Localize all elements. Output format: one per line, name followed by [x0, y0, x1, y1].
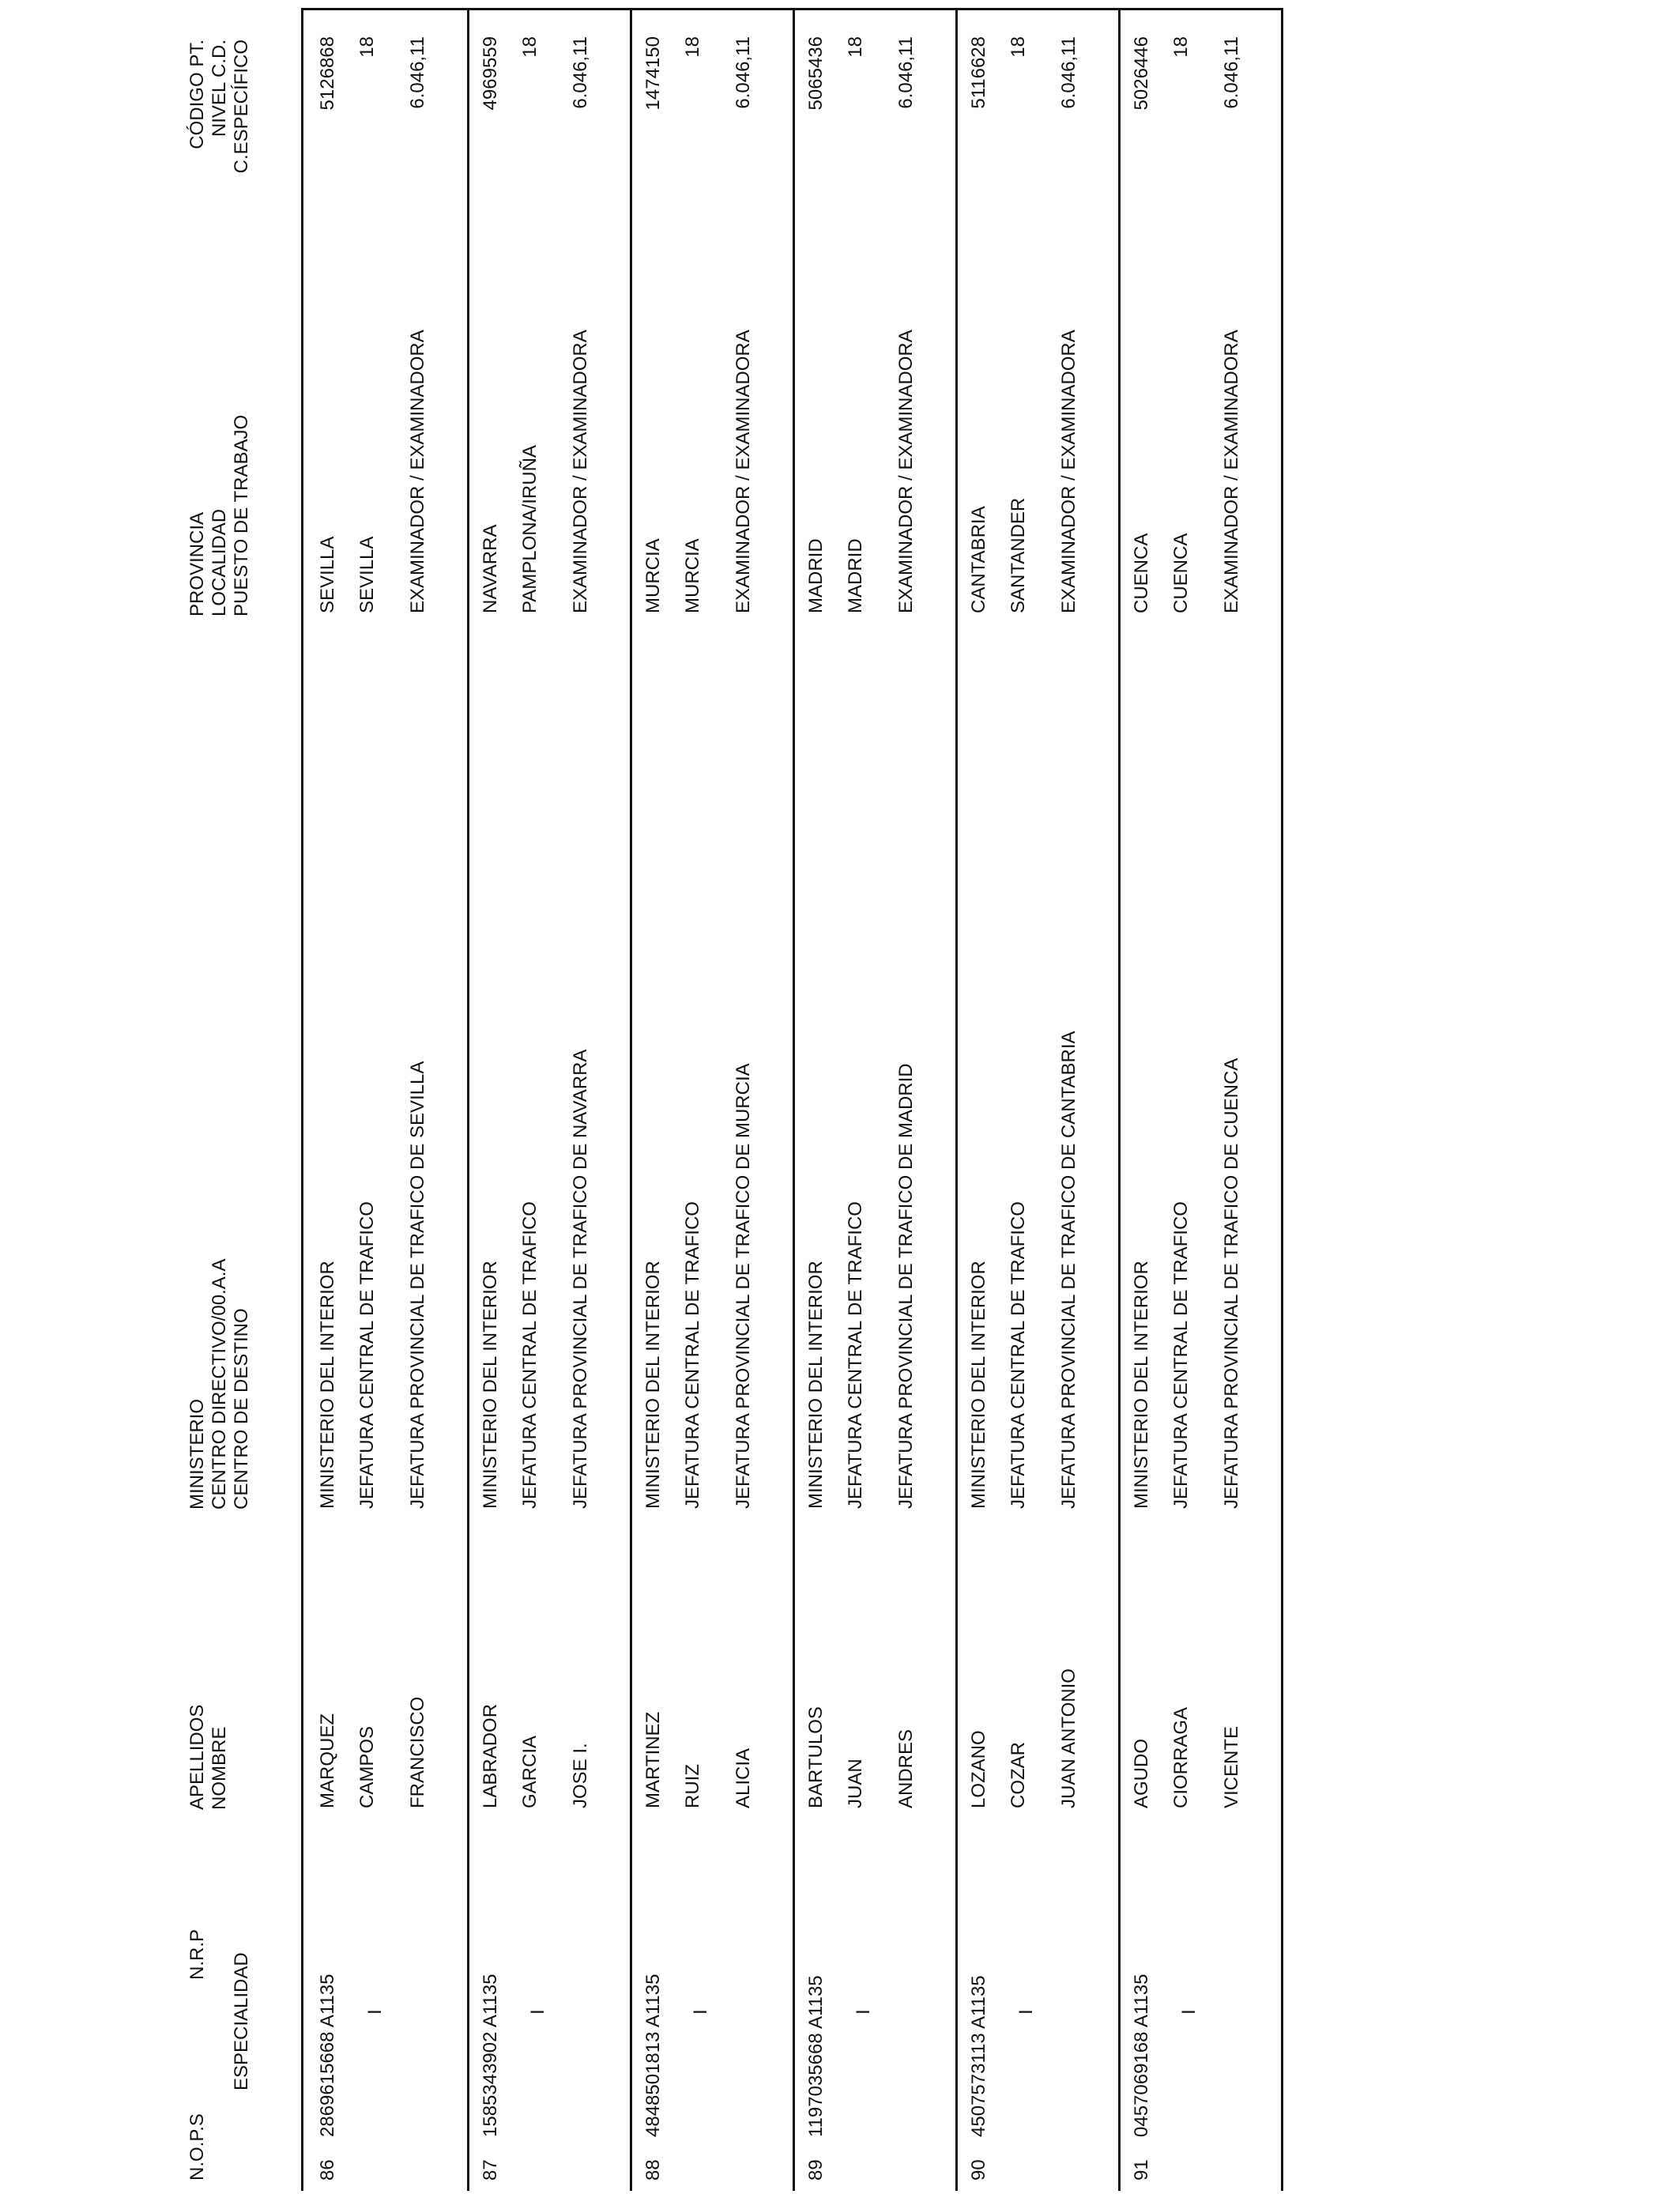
- centro-directivo-cell: JEFATURA CENTRAL DE TRAFICO: [682, 1201, 703, 1509]
- nrp-cell: 0457069168 A1135: [1131, 1973, 1152, 2137]
- provincia-cell: MADRID: [805, 538, 827, 613]
- centro-directivo-cell: JEFATURA CENTRAL DE TRAFICO: [1008, 1201, 1029, 1509]
- header-provincia-label: PROVINCIA: [186, 511, 208, 616]
- nrp-cell: 1197035668 A1135: [805, 1975, 827, 2137]
- header-ministerio-label: MINISTERIO: [186, 1398, 208, 1510]
- nivel-cell: 18: [1170, 36, 1192, 58]
- apellido1-cell: BARTULOS: [805, 1706, 827, 1808]
- especialidad-cell: I: [527, 2009, 548, 2015]
- ministerio-cell: MINISTERIO DEL INTERIOR: [968, 1261, 989, 1509]
- apellido1-cell: MARQUEZ: [317, 1713, 338, 1808]
- row-divider: [467, 8, 469, 2191]
- puesto-cell: EXAMINADOR / EXAMINADORA: [895, 330, 917, 613]
- localidad-cell: SEVILLA: [356, 536, 378, 613]
- provincia-cell: NAVARRA: [480, 524, 501, 613]
- apellido2-cell: CIORRAGA: [1170, 1706, 1192, 1808]
- records-table: [301, 8, 1283, 2191]
- nops-cell: 87: [480, 2159, 501, 2181]
- nivel-cell: 18: [845, 36, 866, 58]
- header-especifico-label: C.ESPECÍFICO: [231, 40, 252, 174]
- centro-destino-cell: JEFATURA PROVINCIAL DE TRAFICO DE SEVILLA: [407, 1061, 428, 1509]
- codigo-cell: 4969559: [480, 36, 501, 111]
- ministerio-cell: MINISTERIO DEL INTERIOR: [317, 1261, 338, 1509]
- provincia-cell: SEVILLA: [317, 536, 338, 613]
- apellido2-cell: GARCIA: [519, 1735, 541, 1808]
- nombre-cell: VICENTE: [1221, 1725, 1242, 1808]
- header-apellidos-nombre: [186, 1705, 231, 1810]
- nops-cell: 91: [1131, 2159, 1152, 2181]
- apellido2-cell: COZAR: [1008, 1742, 1029, 1808]
- centro-destino-cell: JEFATURA PROVINCIAL DE TRAFICO DE CUENCA: [1221, 1057, 1242, 1509]
- localidad-cell: CUENCA: [1170, 533, 1192, 613]
- puesto-cell: EXAMINADOR / EXAMINADORA: [570, 330, 591, 613]
- nops-cell: 89: [805, 2159, 827, 2181]
- nombre-cell: ANDRES: [895, 1728, 917, 1808]
- codigo-cell: 5126868: [317, 36, 338, 111]
- codigo-cell: 5065436: [805, 36, 827, 111]
- provincia-cell: CANTABRIA: [968, 506, 989, 613]
- apellido1-cell: LOZANO: [968, 1730, 989, 1808]
- header-ministerio-centro: [186, 1259, 253, 1510]
- localidad-cell: MADRID: [845, 538, 866, 613]
- row-divider: [1118, 8, 1121, 2191]
- ministerio-cell: MINISTERIO DEL INTERIOR: [642, 1261, 664, 1509]
- header-nombre-label: NOMBRE: [209, 1726, 230, 1810]
- especialidad-cell: I: [853, 2009, 874, 2015]
- row-divider: [630, 8, 632, 2191]
- centro-directivo-cell: JEFATURA CENTRAL DE TRAFICO: [1170, 1201, 1192, 1509]
- nrp-cell: 4848501813 A1135: [642, 1973, 664, 2137]
- header-puesto-label: PUESTO DE TRABAJO: [231, 414, 252, 616]
- header-centro-directivo-label: CENTRO DIRECTIVO/00.A.A: [209, 1258, 230, 1510]
- header-nrp: [186, 1929, 209, 1980]
- puesto-cell: EXAMINADOR / EXAMINADORA: [1221, 330, 1242, 613]
- header-codigo-nivel-especifico: [186, 40, 253, 205]
- ministerio-cell: MINISTERIO DEL INTERIOR: [805, 1261, 827, 1509]
- puesto-cell: EXAMINADOR / EXAMINADORA: [733, 330, 754, 613]
- especifico-cell: 6.046,11: [895, 36, 917, 109]
- header-centro-destino-label: CENTRO DE DESTINO: [231, 1308, 252, 1510]
- header-codigo-label: CÓDIGO PT.: [186, 40, 208, 149]
- apellido2-cell: CAMPOS: [356, 1725, 378, 1808]
- nivel-cell: 18: [356, 36, 378, 58]
- especifico-cell: 6.046,11: [733, 36, 754, 109]
- provincia-cell: CUENCA: [1131, 533, 1152, 613]
- especifico-cell: 6.046,11: [1058, 36, 1079, 109]
- header-especialidad-label: ESPECIALIDAD: [231, 1952, 252, 2090]
- nrp-cell: 4507573113 A1135: [968, 1975, 989, 2137]
- header-localidad-label: LOCALIDAD: [209, 508, 230, 616]
- header-nops: [186, 2113, 209, 2181]
- apellido1-cell: LABRADOR: [480, 1703, 501, 1808]
- nrp-cell: 2869615668 A1135: [317, 1973, 338, 2137]
- localidad-cell: SANTANDER: [1008, 497, 1029, 613]
- apellido1-cell: AGUDO: [1131, 1738, 1152, 1808]
- header-nops-label: N.O.P.S: [186, 2113, 208, 2181]
- nrp-cell: 1585343902 A1135: [480, 1973, 501, 2137]
- centro-destino-cell: JEFATURA PROVINCIAL DE TRAFICO DE NAVARRA: [570, 1049, 591, 1509]
- header-provincia-puesto: [186, 415, 253, 616]
- centro-directivo-cell: JEFATURA CENTRAL DE TRAFICO: [519, 1201, 541, 1509]
- especialidad-cell: I: [690, 2009, 711, 2015]
- centro-destino-cell: JEFATURA PROVINCIAL DE TRAFICO DE MADRID: [895, 1063, 917, 1509]
- centro-destino-cell: JEFATURA PROVINCIAL DE TRAFICO DE CANTABRIA: [1058, 1031, 1079, 1509]
- centro-directivo-cell: JEFATURA CENTRAL DE TRAFICO: [356, 1201, 378, 1509]
- nombre-cell: FRANCISCO: [407, 1696, 428, 1808]
- apellido2-cell: RUIZ: [682, 1764, 703, 1808]
- ministerio-cell: MINISTERIO DEL INTERIOR: [480, 1261, 501, 1509]
- especifico-cell: 6.046,11: [1221, 36, 1242, 109]
- header-apellidos-label: APELLIDOS: [186, 1704, 208, 1810]
- puesto-cell: EXAMINADOR / EXAMINADORA: [1058, 330, 1079, 613]
- nivel-cell: 18: [1008, 36, 1029, 58]
- apellido2-cell: JUAN: [845, 1759, 866, 1808]
- nops-cell: 86: [317, 2159, 338, 2181]
- nivel-cell: 18: [682, 36, 703, 58]
- especialidad-cell: I: [364, 2009, 386, 2015]
- localidad-cell: PAMPLONA/IRUÑA: [519, 445, 541, 613]
- nops-cell: 88: [642, 2159, 664, 2181]
- codigo-cell: 1474150: [642, 36, 664, 111]
- puesto-cell: EXAMINADOR / EXAMINADORA: [407, 330, 428, 613]
- codigo-cell: 5026446: [1131, 36, 1152, 111]
- header-nrp-label: N.R.P: [186, 1928, 208, 1980]
- apellido1-cell: MARTINEZ: [642, 1711, 664, 1808]
- centro-destino-cell: JEFATURA PROVINCIAL DE TRAFICO DE MURCIA: [733, 1063, 754, 1509]
- nombre-cell: JUAN ANTONIO: [1058, 1668, 1079, 1808]
- localidad-cell: MURCIA: [682, 538, 703, 613]
- nombre-cell: JOSE I.: [570, 1743, 591, 1808]
- nivel-cell: 18: [519, 36, 541, 58]
- nombre-cell: ALICIA: [733, 1747, 754, 1808]
- row-divider: [955, 8, 958, 2191]
- nops-cell: 90: [968, 2159, 989, 2181]
- especifico-cell: 6.046,11: [407, 36, 428, 109]
- centro-directivo-cell: JEFATURA CENTRAL DE TRAFICO: [845, 1201, 866, 1509]
- codigo-cell: 5116628: [968, 36, 989, 109]
- ministerio-cell: MINISTERIO DEL INTERIOR: [1131, 1261, 1152, 1509]
- row-divider: [793, 8, 795, 2191]
- provincia-cell: MURCIA: [642, 538, 664, 613]
- especialidad-cell: I: [1178, 2009, 1200, 2015]
- header-nivel-label: NIVEL C.D.: [209, 40, 230, 138]
- especialidad-cell: I: [1015, 2009, 1037, 2015]
- especifico-cell: 6.046,11: [570, 36, 591, 109]
- header-especialidad: [231, 1952, 253, 2090]
